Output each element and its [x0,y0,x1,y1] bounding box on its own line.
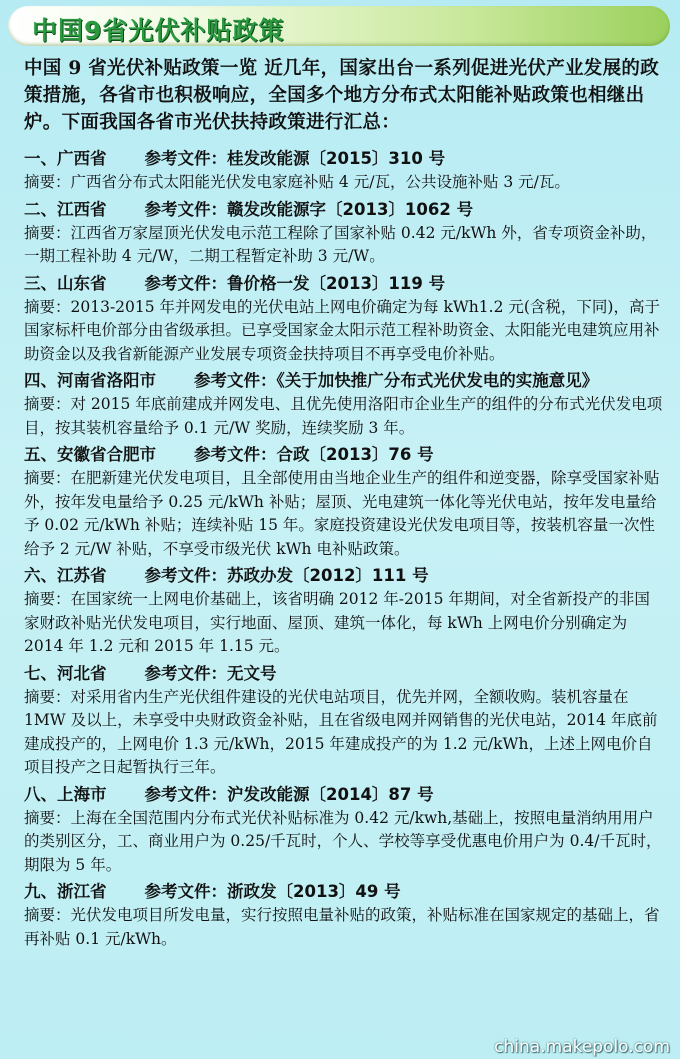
section-reference: 参考文件：赣发改能源字〔2013〕1062 号 [144,199,474,219]
section-header [24,563,664,588]
title-banner [8,6,670,46]
section-summary: 摘要：广西省分布式太阳能光伏发电家庭补贴 4 元/瓦，公共设施补贴 3 元/瓦。 [24,173,570,191]
section-heading: 九、浙江省 [24,882,107,901]
section-reference: 参考文件：无文号 [144,663,277,683]
section-reference: 参考文件：桂发改能源〔2015〕310 号 [144,149,446,168]
section-heading: 五、安徽省合肥市 [24,445,156,464]
section-reference: 参考文件：沪发改能源〔2014〕87 号 [144,784,434,804]
section-header [24,368,664,393]
policy-section-guangxi [24,146,664,195]
section-heading: 七、河北省 [24,663,107,683]
section-reference: 参考文件：《关于加快推广分布式光伏发电的实施意见》 [194,371,599,390]
policy-section-luoyang [24,368,664,440]
section-reference: 参考文件：合政〔2013〕76 号 [194,445,434,464]
section-heading: 八、上海市 [24,784,107,804]
section-summary: 摘要：上海在全国范围内分布式光伏补贴标准为 0.42 元/kwh,基础上，按照电量消纳用用户的类别区分，工、商业用户为 0.25/千瓦时，个人、学校等享受优惠电价用户为 0.4/千瓦时，期限为 5 年。 [24,808,662,874]
section-summary: 摘要：2013-2015 年并网发电的光伏电站上网电价确定为每 kWh1.2 元(含税，下同)，高于国家标杆电价部分由省级承担。已享受国家金太阳示范工程补助资金、太阳能光电建筑应用补助资金以及我省新能源产业发展专项资金扶持项目不再享受电价补贴。 [24,297,660,363]
policy-section-jiangxi [24,197,664,269]
policy-section-shandong [24,271,664,367]
section-heading: 二、江西省 [24,199,107,219]
section-header [24,442,664,467]
section-summary: 摘要：对采用省内生产光伏组件建设的光伏电站项目，优先并网，全额收购。装机容量在 1MW 及以上，未享受中央财政资金补贴，且在省级电网并网销售的光伏电站，2014 年底前建成投产的，上网电价 1.3 元/kWh，2015 年建成投产的为 1.2 元/kWh，上述上网电价自项目投产之日起暂执行三年。 [24,687,658,776]
section-header [24,879,664,904]
section-summary: 摘要：在国家统一上网电价基础上，该省明确 2012 年-2015 年期间，对全省新投产的非国家财政补贴光伏发电项目，实行地面、屋顶、建筑一体化，每 kWh 上网电价分别确定为 2014 年 1.2 元和 2015 年 1.15 元。 [24,590,650,655]
section-heading: 一、广西省 [24,149,107,168]
section-heading: 三、山东省 [24,273,107,293]
policy-section-shanghai [24,782,664,878]
section-header [24,197,664,222]
section-header [24,271,664,296]
section-summary: 摘要：江西省万家屋顶光伏发电示范工程除了国家补贴 0.42 元/kWh 外，省专项资金补助，一期工程补助 4 元/W，二期工程暂定补助 3 元/W。 [24,223,657,265]
policy-section-zhejiang [24,879,664,951]
section-summary: 摘要：对 2015 年底前建成并网发电、且优先使用洛阳市企业生产的组件的分布式光伏发电项目，按其装机容量给予 0.1 元/W 奖励，连续奖励 3 年。 [24,395,663,437]
section-reference: 参考文件：鲁价格一发〔2013〕119 号 [144,273,446,293]
section-header [24,782,664,807]
section-summary: 摘要：在肥新建光伏发电项目，且全部使用由当地企业生产的组件和逆变器，除享受国家补贴外，按年发电量给予 0.25 元/kWh 补贴；屋顶、光电建筑一体化等光伏电站，按年发电量给予 0.02 元/kWh 补贴；连续补贴 15 年。家庭投资建设光伏发电项目等，按装机容量一次性给予 2 元/W 补贴，不享受市级光伏 kWh 电补贴政策。 [24,469,660,558]
section-reference: 参考文件：浙政发〔2013〕49 号 [144,882,401,901]
section-header [24,146,664,171]
section-summary: 摘要：光伏发电项目所发电量，实行按照电量补贴的政策，补贴标准在国家规定的基础上，省再补贴 0.1 元/kWh。 [24,906,660,948]
site-watermark: china.makepolo.com [494,1037,670,1057]
section-header [24,661,664,686]
policy-section-jiangsu [24,563,664,659]
intro-paragraph: 中国 9 省光伏补贴政策一览 近几年，国家出台一系列促进光伏产业发展的政策措施，各省市也积极响应，全国多个地方分布式太阳能补贴政策也相继出炉。下面我国各省市光伏扶持政策进行汇总： [24,58,659,133]
document-body [24,55,664,953]
section-heading: 四、河南省洛阳市 [24,371,156,390]
policy-section-hefei [24,442,664,561]
section-reference: 参考文件：苏政办发〔2012〕111 号 [144,566,429,585]
page-title: 中国9省光伏补贴政策 [32,16,285,45]
section-heading: 六、江苏省 [24,566,107,585]
policy-section-hebei [24,661,664,780]
